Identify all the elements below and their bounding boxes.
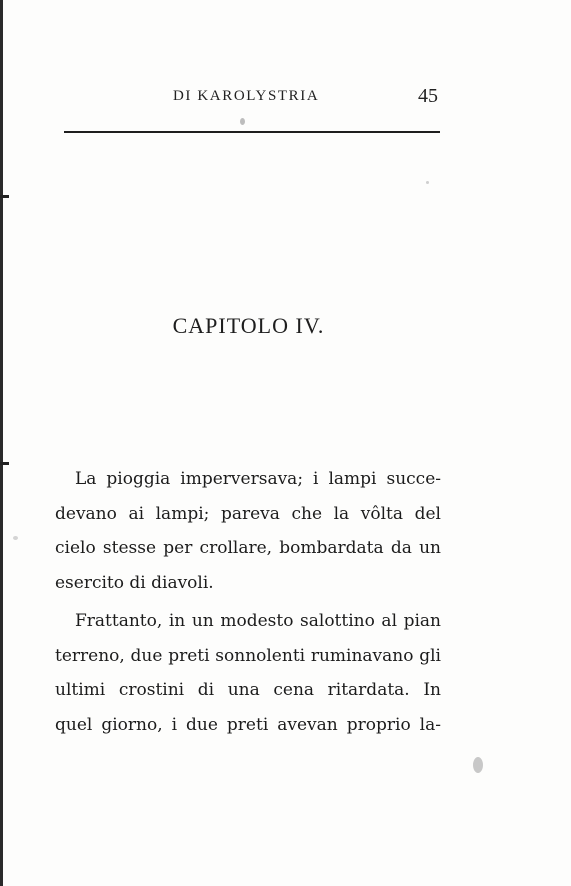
paper-speck xyxy=(426,181,429,184)
paper-speck xyxy=(473,757,483,773)
chapter-title: CAPITOLO IV. xyxy=(172,313,325,338)
text-line: La pioggia imperversava; i lampi succe- xyxy=(75,469,441,489)
paper-speck xyxy=(13,536,18,540)
scan-edge-mark xyxy=(0,462,9,465)
text-line: quel giorno, i due preti avevan proprio la- xyxy=(55,714,441,735)
running-head xyxy=(0,85,571,112)
text-line: Frattanto, in un modesto salottino al pian xyxy=(75,611,441,631)
body-text xyxy=(55,462,441,742)
paper-speck xyxy=(240,118,245,125)
text-line: cielo stesse per crollare, bombardata da un xyxy=(55,538,441,558)
text-line: esercito di diavoli. xyxy=(55,572,214,593)
page-number: 45 xyxy=(418,85,438,107)
text-line: devano ai lampi; pareva che la vôlta del xyxy=(55,503,441,524)
text-line: terreno, due preti sonnolenti ruminavano gli xyxy=(55,645,441,666)
scan-edge-mark xyxy=(0,195,9,198)
running-title: DI KAROLYSTRIA xyxy=(173,88,320,104)
scan-edge xyxy=(0,0,3,886)
header-rule xyxy=(64,131,440,133)
text-line: ultimi crostini di una cena ritardata. In xyxy=(55,680,441,700)
